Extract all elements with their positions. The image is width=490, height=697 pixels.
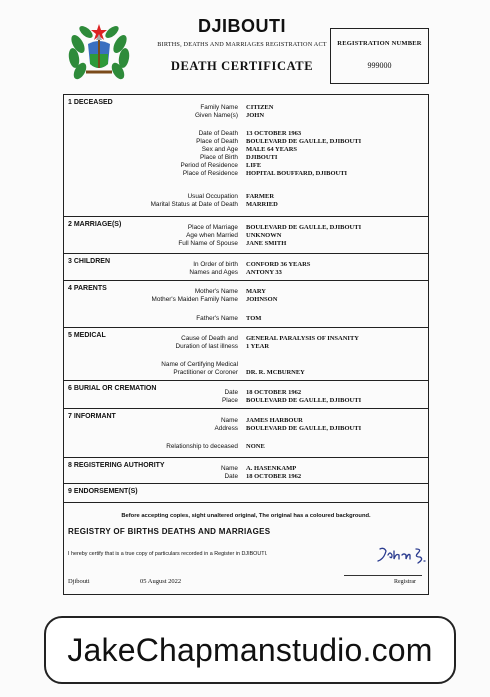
field-value: DJIBOUTI	[246, 154, 278, 161]
field-value: JANE SMITH	[246, 240, 287, 247]
field-row	[64, 472, 428, 481]
field-row	[64, 111, 428, 120]
copy-notice: Before accepting copies, sight unaltered original, The original has a coloured background.	[121, 513, 371, 519]
field-label: Name of Certifying Medical	[161, 361, 238, 368]
watermark-text: JakeChapmanstudio.com	[67, 632, 433, 668]
field-row	[64, 342, 428, 351]
field-label: Names and Ages	[189, 269, 238, 276]
field-value: MARRIED	[246, 201, 278, 208]
section-burial	[64, 380, 428, 408]
field-label: Usual Occupation	[187, 193, 238, 200]
registration-act: BIRTHS, DEATHS AND MARRIAGES REGISTRATION ACT	[157, 41, 327, 48]
field-label: Place of Death	[196, 138, 238, 145]
field-value: CONFORD 36 YEARS	[246, 261, 311, 268]
field-value: ANTONY 33	[246, 269, 282, 276]
field-label: Duration of last illness	[175, 343, 238, 350]
section-medical	[64, 327, 428, 380]
field-row	[64, 396, 428, 405]
field-row	[64, 368, 428, 377]
field-label: Father's Name	[196, 315, 238, 322]
registry-heading: REGISTRY OF BIRTHS DEATHS AND MARRIAGES	[68, 527, 271, 536]
certificate-table	[63, 94, 429, 503]
certificate-title: DEATH CERTIFICATE	[170, 59, 314, 73]
field-value: TOM	[246, 315, 262, 322]
field-label: Place of Residence	[182, 170, 238, 177]
field-label: Place of Birth	[199, 154, 238, 161]
registrar-signature	[372, 543, 428, 567]
section-title: 9 ENDORSEMENT(S)	[68, 488, 138, 495]
field-value: BOULEVARD DE GAULLE, DJIBOUTI	[246, 425, 362, 432]
field-label: Place	[222, 397, 238, 404]
section-title: 3 CHILDREN	[68, 258, 111, 265]
field-label: Mother's Maiden Family Name	[151, 296, 238, 303]
section-registering-authority	[64, 457, 428, 483]
field-label: Date of Death	[198, 130, 238, 137]
field-value: JOHN	[246, 112, 265, 119]
field-label: Name	[220, 465, 238, 472]
field-label: Family Name	[200, 104, 238, 111]
field-value: JOHNSON	[246, 296, 278, 303]
field-value: JAMES HARBOUR	[246, 417, 303, 424]
section-marriage	[64, 216, 428, 253]
coat-of-arms-emblem	[64, 14, 134, 84]
section-parents	[64, 280, 428, 327]
field-value: A. HASENKAMP	[246, 465, 297, 472]
field-value: 1 YEAR	[246, 343, 270, 350]
field-label: Practitioner or Coroner	[173, 369, 238, 376]
section-endorsement	[64, 483, 428, 503]
field-value: MARY	[246, 288, 266, 295]
signature-line	[344, 575, 422, 576]
field-label: Date	[224, 473, 238, 480]
field-label: Given Name(s)	[195, 112, 238, 119]
field-label: Full Name of Spouse	[178, 240, 238, 247]
field-label: Marital Status at Date of Death	[150, 201, 238, 208]
field-value: 18 OCTOBER 1962	[246, 473, 302, 480]
issue-place: Djibouti	[68, 578, 90, 585]
registration-number-value: 999000	[367, 61, 392, 70]
field-value: BOULEVARD DE GAULLE, DJIBOUTI	[246, 138, 362, 145]
field-row	[64, 295, 428, 304]
section-title: 2 MARRIAGE(S)	[68, 221, 122, 228]
field-label: Cause of Death and	[181, 335, 238, 342]
section-children	[64, 253, 428, 280]
field-value: HOPITAL BOUFFARD, DJIBOUTI	[246, 170, 348, 177]
registration-number-box	[330, 28, 429, 84]
field-row	[64, 268, 428, 277]
certificate-footer	[63, 503, 429, 595]
section-title: 1 DECEASED	[68, 99, 113, 106]
field-value: BOULEVARD DE GAULLE, DJIBOUTI	[246, 397, 362, 404]
field-value: 18 OCTOBER 1962	[246, 389, 302, 396]
field-value: LIFE	[246, 162, 262, 169]
field-row	[64, 200, 428, 209]
certification-statement: I hereby certify that is a true copy of particulars recorded in a Register in DJIBOUTI.	[68, 551, 268, 557]
field-label: Place of Marriage	[187, 224, 238, 231]
field-label: Period of Residence	[180, 162, 238, 169]
section-title: 7 INFORMANT	[68, 413, 116, 420]
field-label: Age when Married	[186, 232, 238, 239]
field-row	[64, 314, 428, 323]
section-title: 6 BURIAL OR CREMATION	[68, 385, 157, 392]
field-value: UNKNOWN	[246, 232, 282, 239]
section-title: 5 MEDICAL	[68, 332, 106, 339]
field-value: BOULEVARD DE GAULLE, DJIBOUTI	[246, 224, 362, 231]
field-row	[64, 424, 428, 433]
field-value: CITIZEN	[246, 104, 274, 111]
section-title: 4 PARENTS	[68, 285, 107, 292]
section-deceased	[64, 95, 428, 216]
field-row	[64, 169, 428, 178]
field-value: 13 OCTOBER 1963	[246, 130, 302, 137]
registration-number-label: REGISTRATION NUMBER	[337, 40, 422, 47]
field-row	[64, 239, 428, 248]
field-label: Date	[224, 389, 238, 396]
issue-date: 05 August 2022	[140, 578, 182, 585]
field-value: MALE 64 YEARS	[246, 146, 298, 153]
field-value: FARMER	[246, 193, 275, 200]
field-label: In Order of birth	[193, 261, 238, 268]
registrar-label: Registrar	[394, 579, 416, 585]
field-label: Relationship to deceased	[166, 443, 238, 450]
field-label: Mother's Name	[194, 288, 238, 295]
field-label: Address	[214, 425, 238, 432]
field-value: GENERAL PARALYSIS OF INSANITY	[246, 335, 359, 342]
section-title: 8 REGISTERING AUTHORITY	[68, 462, 165, 469]
country-heading: DJIBOUTI	[197, 16, 286, 36]
field-label: Name	[220, 417, 238, 424]
section-informant	[64, 408, 428, 457]
field-value: DR. R. MCBURNEY	[246, 369, 305, 376]
watermark-banner	[44, 616, 456, 684]
field-value: NONE	[246, 443, 265, 450]
field-row	[64, 442, 428, 451]
field-label: Sex and Age	[201, 146, 238, 153]
